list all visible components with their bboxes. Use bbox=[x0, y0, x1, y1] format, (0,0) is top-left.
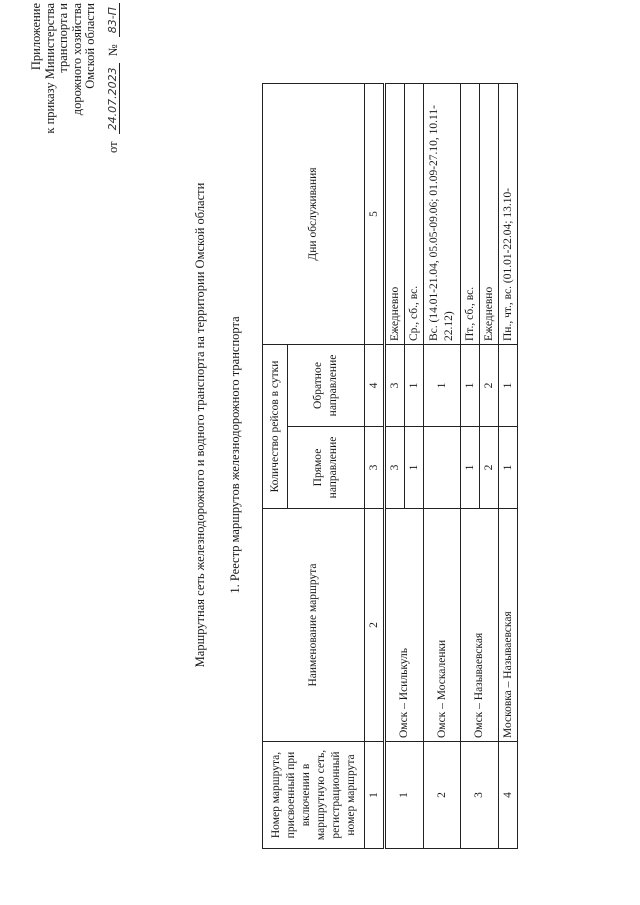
backward-trips-cell: 3 bbox=[385, 345, 405, 427]
section-title: 1. Реестр маршрутов железнодорожного транспорта bbox=[228, 316, 242, 594]
backward-trips-cell: 1 bbox=[461, 345, 480, 427]
table-row bbox=[385, 84, 405, 849]
service-days-cell: Пт., сб., вс. bbox=[461, 84, 480, 345]
header-line-region: Омской области bbox=[83, 3, 97, 89]
service-days-cell: Ср., сб., вс. bbox=[405, 84, 424, 345]
route-name-cell: Омск – Исилькуль bbox=[385, 509, 424, 742]
route-name-cell: Московка – Называевская bbox=[499, 509, 518, 742]
table-row bbox=[499, 84, 518, 849]
from-label: от bbox=[105, 141, 120, 153]
service-days-cell: Ежедневно bbox=[385, 84, 405, 345]
forward-trips-cell: 1 bbox=[461, 427, 480, 509]
column-index: 1 bbox=[365, 742, 385, 849]
forward-trips-cell bbox=[424, 427, 461, 509]
backward-trips-cell: 2 bbox=[480, 345, 499, 427]
route-number-cell: 1 bbox=[385, 742, 424, 849]
forward-trips-cell: 3 bbox=[385, 427, 405, 509]
forward-trips-cell: 1 bbox=[405, 427, 424, 509]
table-row bbox=[424, 84, 461, 849]
header-forward: Прямое направление bbox=[288, 427, 365, 509]
route-number-cell: 3 bbox=[461, 742, 499, 849]
header-route-name: Наименование маршрута bbox=[263, 509, 365, 742]
backward-trips-cell: 1 bbox=[499, 345, 518, 427]
route-number-cell: 2 bbox=[424, 742, 461, 849]
header-line-ministry: дорожного хозяйства bbox=[69, 3, 84, 116]
route-number-cell: 4 bbox=[499, 742, 518, 849]
column-index: 2 bbox=[365, 509, 385, 742]
table-row bbox=[461, 84, 480, 849]
main-title: Маршрутная сеть железнодорожного и водного транспорта на территории Омской области bbox=[193, 182, 207, 668]
header-backward: Обратное направление bbox=[288, 345, 365, 427]
backward-trips-cell: 1 bbox=[424, 345, 461, 427]
column-index: 5 bbox=[365, 84, 385, 345]
service-days-cell: Пн., чт., вс. (01.01-22.04; 13.10- bbox=[499, 84, 518, 345]
forward-trips-cell: 2 bbox=[480, 427, 499, 509]
railway-route-registry-table bbox=[262, 83, 518, 849]
header-route-number: Номер маршрута, присвоенный при включении в маршрутную сеть, регистрационный номер маршрута bbox=[263, 742, 365, 849]
header-line-appendix: Приложение bbox=[29, 3, 43, 71]
backward-trips-cell: 1 bbox=[405, 345, 424, 427]
handwritten-number: 83-П bbox=[106, 3, 121, 37]
header-service-days: Дни обслуживания bbox=[263, 84, 365, 345]
handwritten-date: 24.07.2023 bbox=[106, 63, 121, 134]
number-label: № bbox=[105, 44, 120, 57]
header-trips-per-day: Количество рейсов в сутки bbox=[263, 345, 288, 509]
column-index: 3 bbox=[365, 427, 385, 509]
route-name-cell: Омск – Москаленки bbox=[424, 509, 461, 742]
column-index-row bbox=[365, 84, 385, 849]
table-header-row bbox=[263, 84, 288, 849]
header-line-order: к приказу Министерства транспорта и bbox=[42, 3, 70, 134]
forward-trips-cell: 1 bbox=[499, 427, 518, 509]
route-name-cell: Омск – Называевская bbox=[461, 509, 499, 742]
column-index: 4 bbox=[365, 345, 385, 427]
service-days-cell: Ежедневно bbox=[480, 84, 499, 345]
order-signature-line bbox=[106, 3, 121, 153]
service-days-cell: Вс. (14.01-21.04, 05.05-09.06; 01.09-27.10, 10.11-22.12) bbox=[424, 84, 461, 345]
order-header bbox=[30, 3, 120, 153]
